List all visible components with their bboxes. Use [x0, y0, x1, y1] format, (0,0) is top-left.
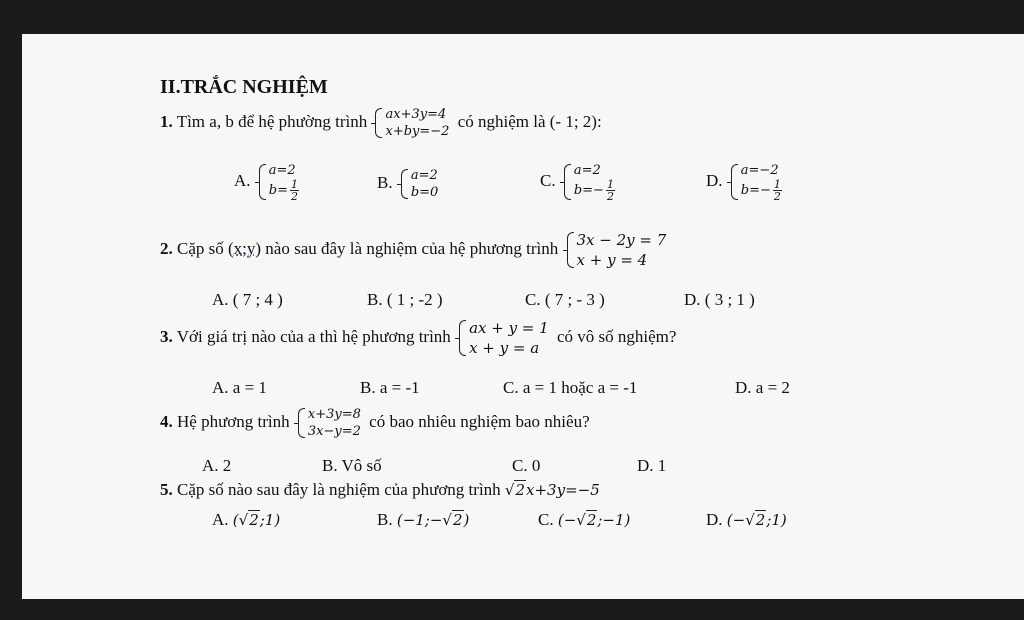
radicand: 2: [249, 511, 259, 529]
system-line-1: a=2: [268, 163, 296, 178]
question-2-text-mid: nào sau đây là nghiệm của hệ phương trình: [265, 238, 559, 258]
fraction: [290, 179, 299, 202]
question-2: [160, 230, 670, 270]
system-line-2: b=−: [740, 183, 771, 198]
fraction: [606, 179, 615, 202]
option-label: D.: [706, 510, 723, 529]
question-5-equation: [505, 481, 600, 499]
fraction: [773, 179, 782, 202]
q3-option-c: C. a = 1 hoặc a = -1: [503, 378, 638, 397]
option-label: B.: [377, 172, 393, 192]
denominator: 2: [773, 190, 781, 203]
question-4-condition: có bao nhiêu nghiệm bao nhiêu?: [369, 411, 590, 431]
system-line-2: x + y = 4: [576, 251, 648, 269]
q5-option-b: [377, 510, 469, 530]
radicand: 2: [453, 511, 463, 529]
q2-option-d: D. ( 3 ; 1 ): [684, 290, 755, 309]
sqrt-sign: √: [504, 481, 515, 499]
radicand: 2: [515, 481, 526, 499]
q5-option-d: [706, 510, 787, 530]
option-label: B.: [377, 510, 393, 529]
question-5: [160, 480, 600, 500]
question-3: [160, 318, 676, 358]
system-line-2: b=: [268, 183, 288, 198]
q2-option-a: A. ( 7 ; 4 ): [212, 290, 283, 309]
option-suffix: ;−1): [597, 511, 631, 529]
question-4: [160, 406, 590, 440]
question-4-system: [298, 406, 361, 440]
question-3-number: 3.: [160, 326, 173, 346]
system-line-2: x+by=−2: [385, 124, 450, 139]
q4-option-c: C. 0: [512, 456, 541, 475]
option-label: A.: [234, 170, 251, 190]
option-suffix: ;1): [766, 511, 787, 529]
system-line-1: ax + y = 1: [469, 319, 549, 337]
option-system: [401, 167, 439, 201]
section-heading: II.TRẮC NGHIỆM: [160, 76, 328, 98]
question-5-text: Cặp số nào sau đây là nghiệm của phương trình: [177, 480, 501, 499]
radicand: 2: [755, 511, 766, 529]
q3-option-a: A. a = 1: [212, 378, 267, 397]
option-prefix: (−1;−√: [396, 511, 452, 529]
question-2-system: [567, 230, 667, 270]
radicand: 2: [586, 511, 597, 529]
question-1-number: 1.: [160, 111, 173, 131]
system-line-2: 3x−y=2: [307, 424, 361, 439]
q5-option-a: [212, 510, 280, 530]
system-line-2: b=−: [573, 183, 604, 198]
system-line-1: a=−2: [740, 163, 779, 178]
q1-option-c: [540, 162, 619, 202]
option-label: D.: [706, 170, 723, 190]
question-3-system: [459, 318, 549, 358]
system-line-1: x+3y=8: [307, 407, 361, 422]
q3-option-d: D. a = 2: [735, 378, 790, 397]
numerator: 1: [291, 178, 298, 191]
question-3-condition: có vô số nghiệm?: [556, 326, 677, 346]
question-4-number: 4.: [160, 411, 173, 431]
q2-option-b: B. ( 1 ; -2 ): [367, 290, 443, 309]
q1-option-d: [706, 162, 786, 202]
system-line-2: x + y = a: [469, 339, 540, 357]
option-system: [731, 162, 782, 202]
system-line-2: b=0: [410, 185, 439, 200]
q1-option-a: [234, 162, 303, 202]
worksheet-page: [22, 34, 1024, 599]
q4-option-d: D. 1: [637, 456, 667, 475]
option-system: [259, 162, 299, 202]
question-5-number: 5.: [160, 480, 173, 499]
option-system: [564, 162, 615, 202]
question-1-text: Tìm a, b để hệ phường trình: [176, 111, 368, 131]
q4-option-a: A. 2: [202, 456, 232, 475]
option-label: A.: [212, 510, 229, 529]
denominator: 2: [606, 190, 614, 203]
q1-option-b: [377, 167, 442, 201]
system-line-1: ax+3y=4: [385, 107, 447, 122]
q3-option-b: B. a = -1: [360, 378, 420, 397]
question-2-xy: (x;y): [228, 238, 262, 258]
question-2-text: Cặp số: [177, 238, 224, 258]
equation-rest: x+3y=−5: [526, 481, 600, 499]
system-line-1: a=2: [410, 168, 438, 183]
numerator: 1: [773, 178, 781, 191]
system-line-1: 3x − 2y = 7: [576, 231, 667, 249]
denominator: 2: [291, 190, 298, 203]
q2-option-c: C. ( 7 ; - 3 ): [525, 290, 605, 309]
option-suffix: ): [463, 511, 470, 529]
question-4-text: Hệ phương trình: [177, 411, 290, 431]
option-label: C.: [538, 510, 554, 529]
option-prefix: (−√: [557, 511, 586, 529]
question-1: [160, 106, 602, 140]
option-prefix: (−√: [726, 511, 755, 529]
option-suffix: ;1): [259, 511, 281, 529]
system-line-1: a=2: [573, 163, 601, 178]
option-label: C.: [540, 170, 556, 190]
numerator: 1: [606, 178, 614, 191]
option-prefix: (√: [232, 511, 249, 529]
question-3-text: Với giá trị nào của a thì hệ phương trình: [176, 326, 451, 346]
question-1-condition: có nghiệm là (- 1; 2):: [457, 111, 602, 131]
q4-option-b: B. Vô số: [322, 456, 382, 475]
question-1-system: [375, 106, 449, 140]
question-2-number: 2.: [160, 238, 173, 258]
q5-option-c: [538, 510, 630, 530]
